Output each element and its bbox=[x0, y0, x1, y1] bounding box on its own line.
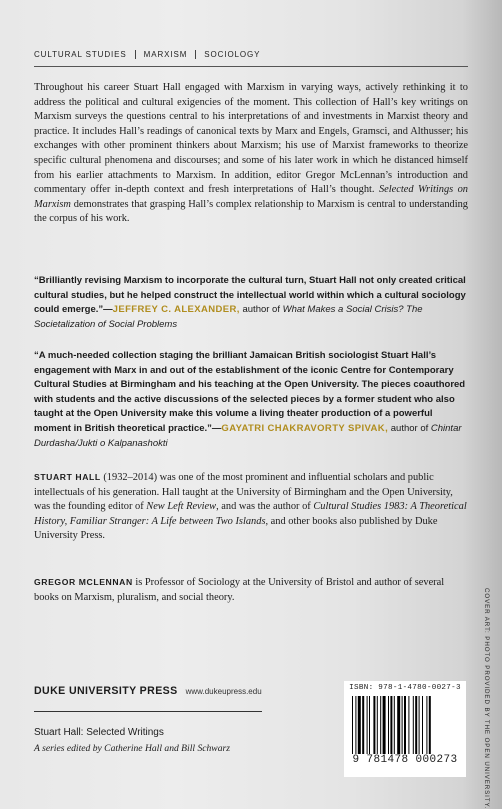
cover-credit: COVER ART: PHOTO PROVIDED BY THE OPEN UNIVERSITY. bbox=[483, 588, 490, 809]
description-book-title: Selected Writings on Marxism bbox=[34, 184, 468, 210]
publisher-rule bbox=[34, 711, 262, 712]
top-rule bbox=[34, 66, 468, 67]
barcode-bar bbox=[377, 696, 378, 754]
category-divider bbox=[195, 50, 196, 59]
barcode-bar bbox=[358, 696, 361, 754]
barcode-bar bbox=[383, 696, 386, 754]
isbn-label: ISBN: 978-1-4780-0027-3 bbox=[349, 684, 461, 692]
blurb-alexander bbox=[34, 274, 468, 332]
blurb-author: GAYATRI CHAKRAVORTY SPIVAK, bbox=[221, 422, 389, 434]
barcode-bar bbox=[397, 696, 400, 754]
barcode-bar bbox=[390, 696, 392, 754]
series-title: Stuart Hall: Selected Writings bbox=[34, 727, 164, 738]
barcode-bar bbox=[422, 696, 423, 754]
barcode-bar bbox=[373, 696, 375, 754]
series-editors bbox=[34, 743, 230, 754]
bio-name: GREGOR MCLENNAN bbox=[34, 577, 133, 587]
barcode-bar bbox=[402, 696, 403, 754]
book-description bbox=[34, 81, 468, 227]
barcode-bar bbox=[355, 696, 356, 754]
barcode-bar bbox=[367, 696, 368, 754]
bio-text: , and other books also published by Duke University Press. bbox=[34, 515, 438, 542]
category-marxism: MARXISM bbox=[143, 50, 188, 59]
barcode-bar bbox=[369, 696, 370, 754]
barcode-bar bbox=[362, 696, 364, 754]
blurb-text: “A much-needed collection staging the brilliant Jamaican British sociologist Stuart Hall’s engagement with Marx in and out of the establishment of the iconic Centre for Contemporary Cultural Studies at Birmingham and his teaching at the Open University. The pieces coauthored with students and the active discussions of the selected pieces by a former student who also taught at the Open University make this volume a living theater production of a powerful moment in British theoretical practice.”— bbox=[34, 350, 466, 434]
barcode-bar bbox=[419, 696, 420, 754]
description-text: Throughout his career Stuart Hall engaged with Marxism in varying ways, actively rethinking it to address the political and cultural exigencies of the moment. This collection of Hall’s key writings on Marxism surveys the questions central to his interpretations of and investments in Marxist theory and practice. It includes Hall’s readings of canonical texts by Marx and Engels, Gramsci, and Althusser; his exchanges with other prominent thinkers about Marxism; his use of Marxist frameworks to theorize specific cultural phenomena and discourses; and some of his later work in which he distanced himself from his earlier attachments to Marxism. In addition, editor Gregor McLennan’s introduction and commentary offer in-depth context and fresh interpretations of Hall’s thought. bbox=[34, 82, 468, 196]
blurb-author-of: author of bbox=[239, 304, 283, 316]
bio-text: (1932–2014) was one of the most prominent and influential scholars and public intellectuals of his generation. Hall taught at the University of Birmingham and the Open University, was the founding editor of bbox=[34, 472, 453, 513]
blurb-author-of: author of bbox=[388, 422, 431, 434]
blurb-spivak bbox=[34, 349, 468, 451]
barcode bbox=[344, 681, 466, 777]
bio-text: , and was the author of bbox=[216, 501, 314, 513]
barcode-bar bbox=[415, 696, 417, 754]
series-editors-prefix: A series edited by bbox=[34, 743, 105, 754]
description-text-end: demonstrates that grasping Hall’s complex relationship to Marxism is central to understanding the corpus of his work. bbox=[34, 198, 468, 225]
barcode-bar bbox=[408, 696, 409, 754]
bio-books: Cultural Studies 1983: A Theoretical History, Familiar Stranger: A Life between Two Islands bbox=[34, 501, 467, 527]
bio-gregor-mclennan bbox=[34, 575, 468, 605]
barcode-bar bbox=[380, 696, 381, 754]
barcode-number: 9 781478 000273 bbox=[352, 754, 458, 766]
bio-name: STUART HALL bbox=[34, 472, 101, 482]
bio-journal: New Left Review bbox=[146, 501, 217, 513]
barcode-bar bbox=[352, 696, 353, 754]
publisher bbox=[34, 685, 262, 697]
barcode-bar bbox=[426, 696, 427, 754]
category-cultural-studies: CULTURAL STUDIES bbox=[34, 50, 127, 59]
barcode-bars bbox=[352, 696, 458, 754]
bio-text: is Professor of Sociology at the University of Bristol and author of several books on Marxism, pluralism, and social theory. bbox=[34, 577, 445, 603]
category-labels bbox=[34, 50, 260, 59]
barcode-bar bbox=[388, 696, 389, 754]
publisher-name: DUKE UNIVERSITY PRESS bbox=[34, 685, 178, 697]
publisher-url[interactable]: www.dukeupress.edu bbox=[185, 687, 262, 696]
blurb-author-work: What Makes a Social Crisis? The Societalization of Social Problems bbox=[34, 304, 423, 330]
blurb-author: JEFFREY C. ALEXANDER, bbox=[112, 304, 240, 316]
barcode-bar bbox=[394, 696, 395, 754]
barcode-bar bbox=[404, 696, 406, 754]
category-sociology: SOCIOLOGY bbox=[204, 50, 261, 59]
blurb-author-work: Chintar Durdasha/Jukti o Kalpanashokti bbox=[34, 422, 462, 449]
barcode-bar bbox=[413, 696, 414, 754]
series-editors-names: Catherine Hall and Bill Schwarz bbox=[104, 743, 230, 754]
bio-stuart-hall bbox=[34, 470, 468, 544]
blurb-text: “Brilliantly revising Marxism to incorporate the cultural turn, Stuart Hall not only created critical cultural studies, but he helped construct the intellectual world within which a cultural sociology could emerge.”— bbox=[34, 275, 466, 316]
barcode-bar bbox=[429, 696, 431, 754]
category-divider bbox=[135, 50, 136, 59]
